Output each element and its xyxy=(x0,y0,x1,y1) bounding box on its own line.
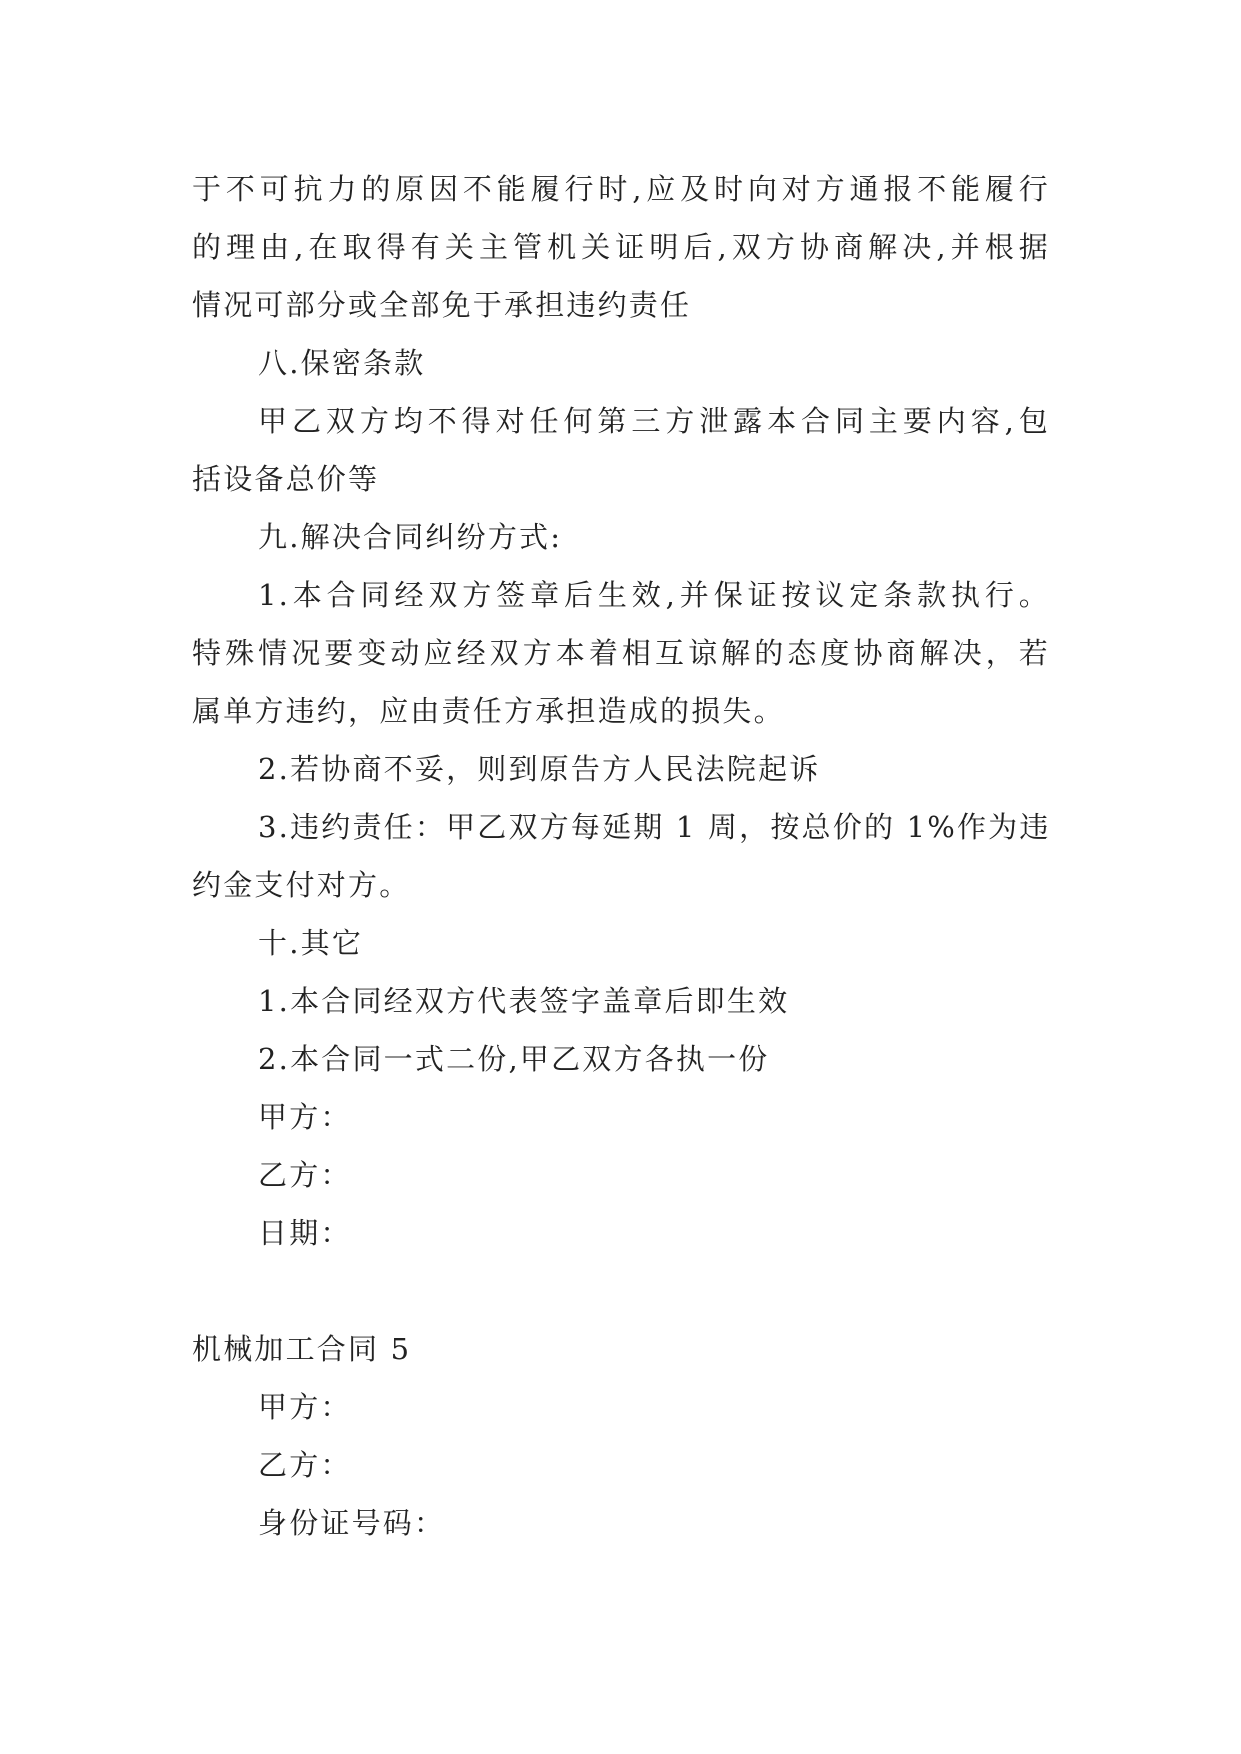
paragraph-line: 1.本合同经双方代表签字盖章后即生效 xyxy=(258,984,790,1018)
paragraph-line: 特殊情况要变动应经双方本着相互谅解的态度协商解决，若 xyxy=(192,636,1050,670)
paragraph-line: 于不可抗力的原因不能履行时,应及时向对方通报不能履行 xyxy=(192,172,1050,206)
party-b-label: 乙方： xyxy=(258,1448,352,1482)
id-number-label: 身份证号码： xyxy=(258,1506,446,1540)
signature-party-b-label: 乙方： xyxy=(258,1158,352,1192)
signature-date-label: 日期： xyxy=(258,1216,352,1250)
signature-party-a-label: 甲方： xyxy=(258,1100,352,1134)
paragraph-line: 括设备总价等 xyxy=(192,462,380,496)
paragraph-line: 情况可部分或全部免于承担违约责任 xyxy=(192,288,692,322)
paragraph-line: 甲乙双方均不得对任何第三方泄露本合同主要内容,包 xyxy=(258,404,1050,438)
paragraph-line: 1.本合同经双方签章后生效,并保证按议定条款执行。 xyxy=(258,578,1050,612)
paragraph-line: 属单方违约，应由责任方承担造成的损失。 xyxy=(192,694,785,728)
paragraph-line: 3.违约责任：甲乙双方每延期 1 周，按总价的 1%作为违 xyxy=(258,810,1051,844)
section-heading-confidentiality: 八.保密条款 xyxy=(258,346,426,380)
paragraph-line: 的理由,在取得有关主管机关证明后,双方协商解决,并根据 xyxy=(192,230,1050,264)
section-heading-dispute-resolution: 九.解决合同纠纷方式: xyxy=(258,520,563,554)
party-a-label: 甲方： xyxy=(258,1390,352,1424)
paragraph-line: 2.本合同一式二份,甲乙双方各执一份 xyxy=(258,1042,770,1076)
document-body xyxy=(192,160,1050,1552)
paragraph-line: 约金支付对方。 xyxy=(192,868,411,902)
section-heading-other: 十.其它 xyxy=(258,926,364,960)
contract-title: 机械加工合同 5 xyxy=(192,1332,412,1366)
paragraph-line: 2.若协商不妥，则到原告方人民法院起诉 xyxy=(258,752,821,786)
section-gap xyxy=(192,1262,1050,1320)
